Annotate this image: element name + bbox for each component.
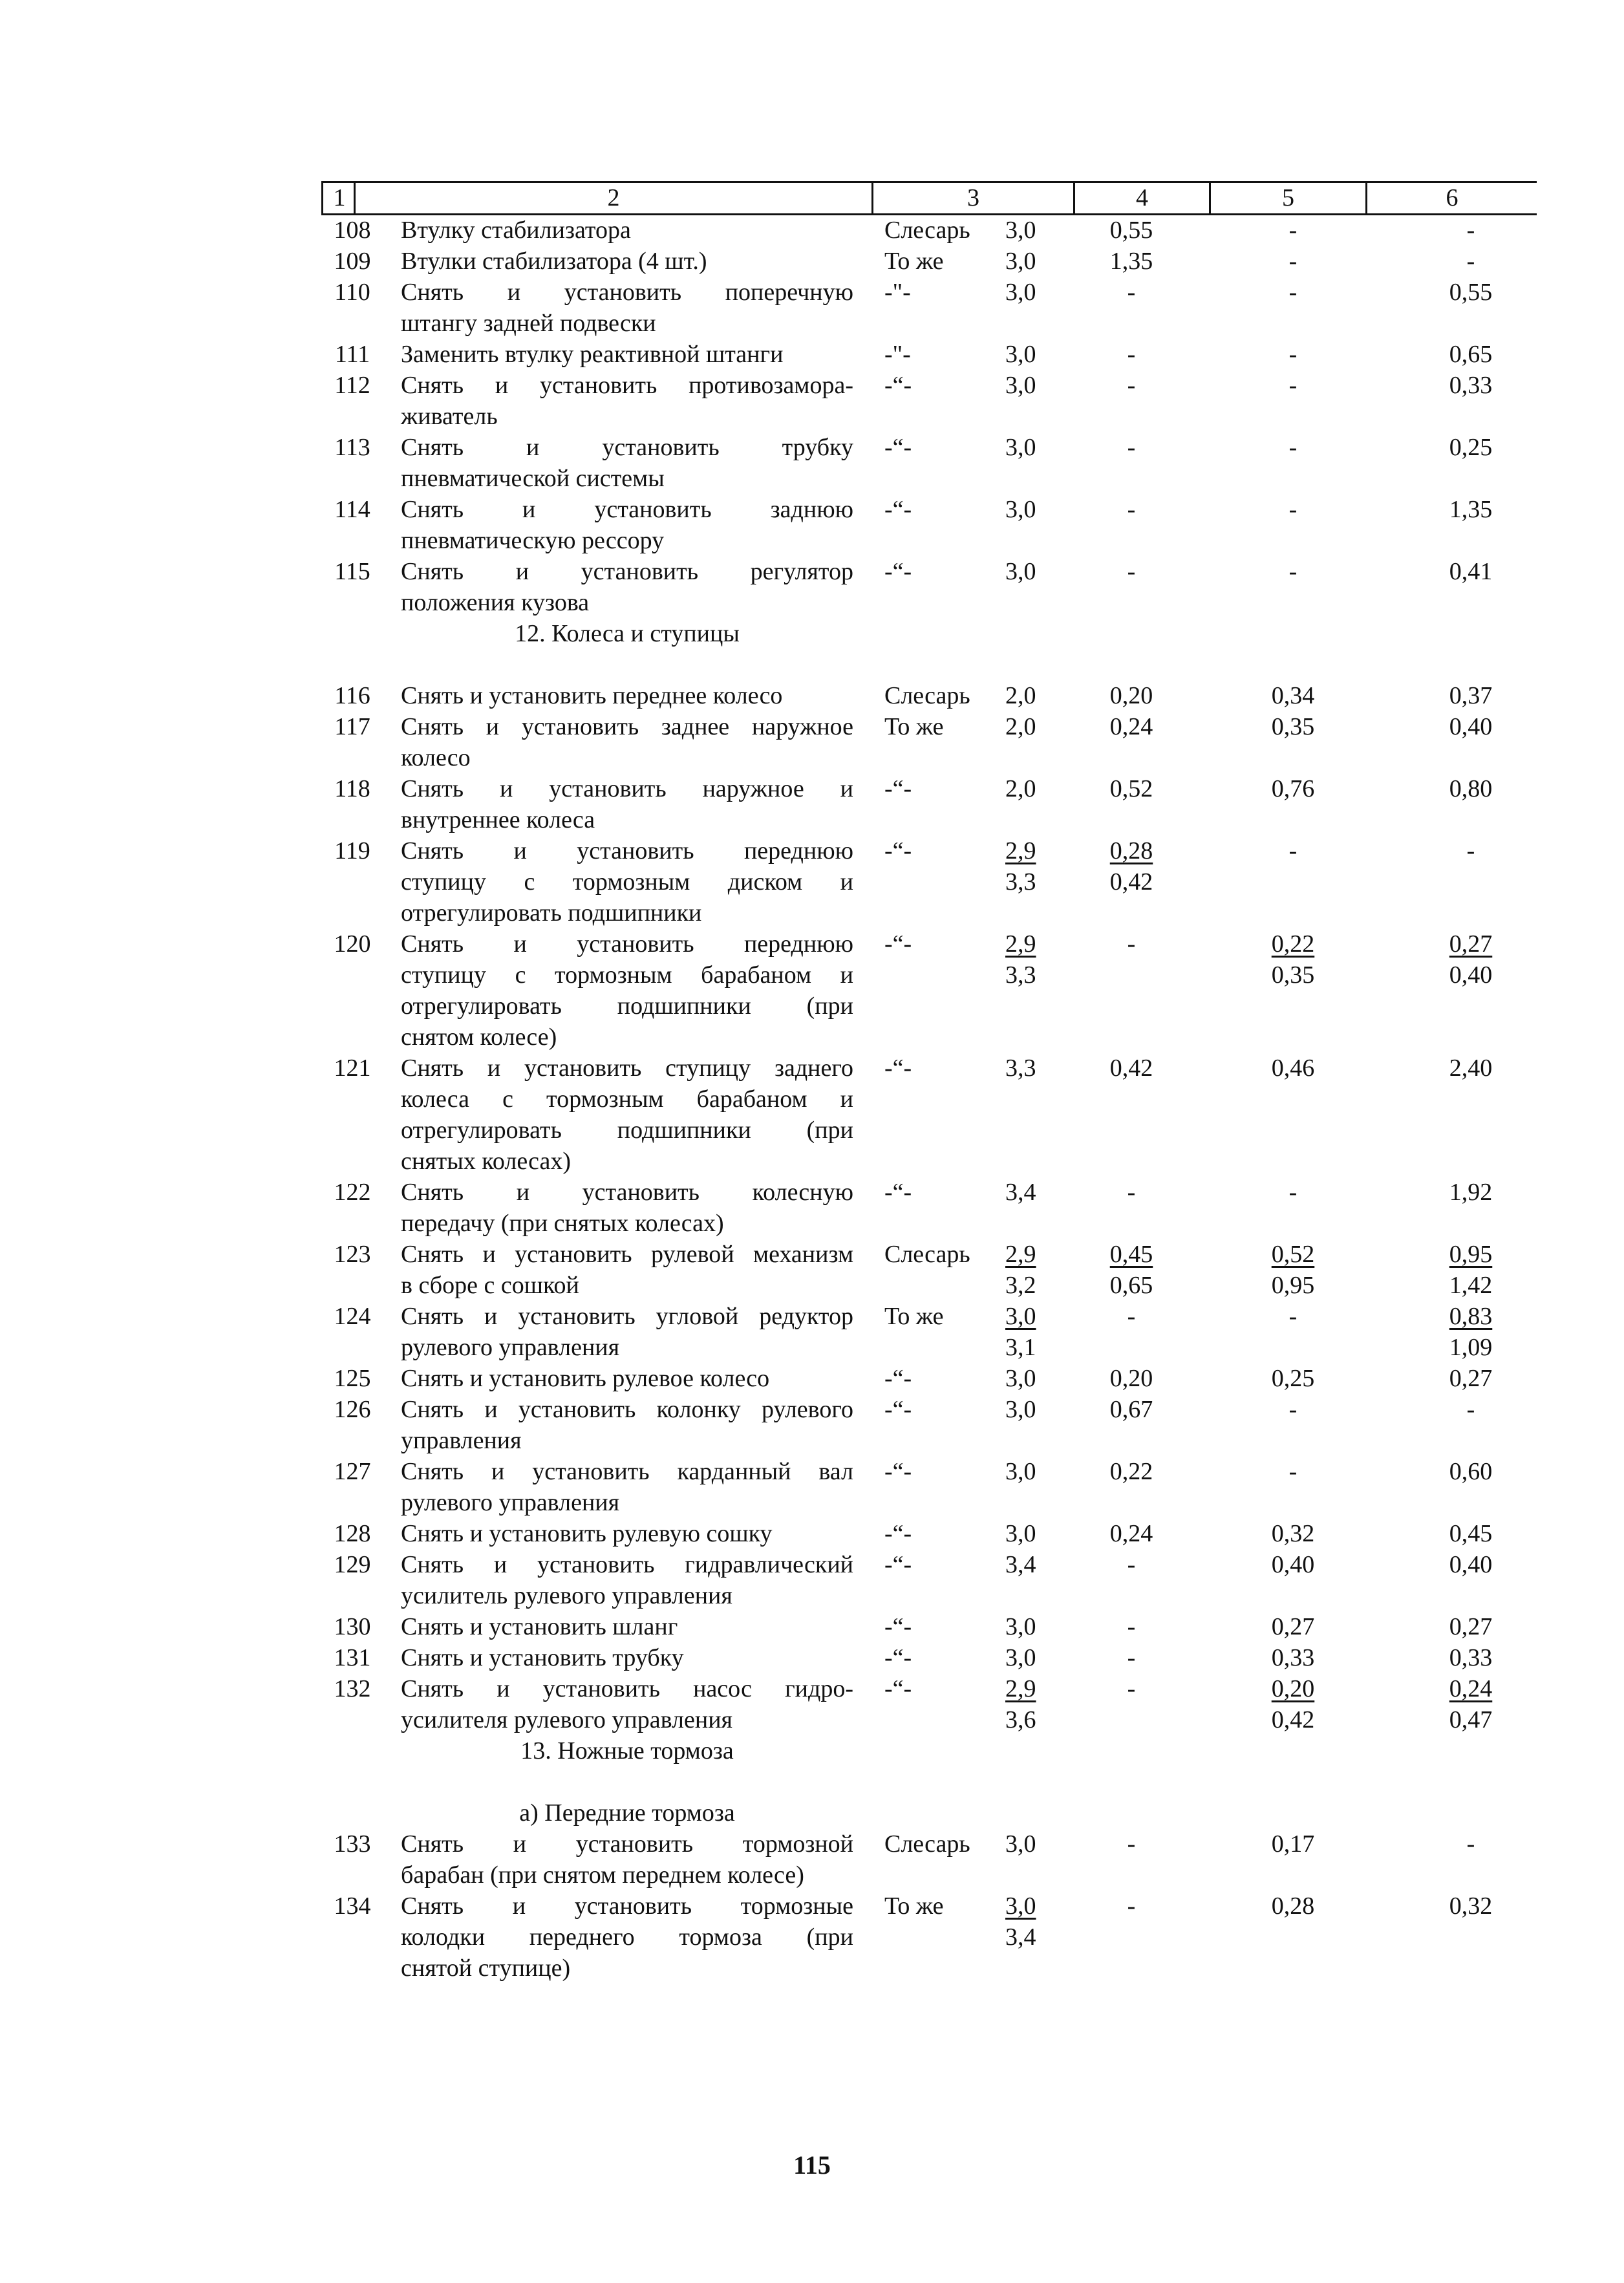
value-c6: 0,40 (1449, 961, 1493, 989)
performer-cell: -“- (884, 372, 912, 399)
row-number: 130 (334, 1613, 371, 1640)
value-grade: 3,3 (1005, 961, 1036, 989)
value-c5: 0,33 (1271, 1644, 1315, 1671)
value-c4: - (1127, 930, 1136, 958)
header-cell-1: 1 (333, 184, 346, 211)
operation-text: внутреннее колеса (401, 806, 595, 833)
value-c4: - (1127, 1892, 1136, 1920)
operation-text: колодки переднего тормоза (при (401, 1924, 853, 1951)
value-grade: 3,4 (1005, 1551, 1036, 1578)
performer-cell: -“- (884, 1458, 912, 1485)
operation-text: ступицу с тормозным барабаном и (401, 961, 853, 989)
operation-text: снятом колесе) (401, 1024, 557, 1051)
value-c5: - (1288, 1396, 1298, 1423)
performer-cell: -“- (884, 1520, 912, 1547)
value-c5: 0,22 (1271, 930, 1315, 958)
performer-cell: Слесарь (884, 217, 970, 244)
value-c5: - (1288, 279, 1298, 306)
performer-cell: -“- (884, 775, 912, 802)
value-c5: 0,27 (1271, 1613, 1315, 1640)
operation-text: Втулку стабилизатора (401, 217, 631, 244)
value-c5: - (1288, 1458, 1298, 1485)
value-c4: 1,35 (1109, 248, 1153, 275)
value-c6: 0,37 (1449, 682, 1493, 709)
value-c4: - (1127, 1830, 1136, 1858)
value-c6: - (1466, 248, 1475, 275)
operation-text: Снять и установить регулятор (401, 558, 853, 585)
operation-text: колесо (401, 744, 471, 771)
value-grade: 3,0 (1005, 1520, 1036, 1547)
performer-cell: То же (884, 1892, 944, 1920)
header-cell-4: 4 (1136, 184, 1148, 211)
performer-cell: -“- (884, 558, 912, 585)
operation-text: Снять и установить заднюю (401, 496, 853, 523)
value-grade: 3,6 (1005, 1706, 1036, 1733)
value-grade: 2,9 (1005, 1241, 1036, 1268)
value-c6: 1,42 (1449, 1272, 1493, 1299)
value-c6: 0,27 (1449, 1365, 1493, 1392)
value-c5: - (1288, 434, 1298, 461)
row-number: 127 (334, 1458, 371, 1485)
row-number: 108 (334, 217, 371, 244)
value-c4: 0,20 (1109, 1365, 1153, 1392)
value-grade: 3,1 (1005, 1334, 1036, 1361)
value-c6: 0,45 (1449, 1520, 1493, 1547)
value-c4: 0,24 (1109, 1520, 1153, 1547)
operation-text: Снять и установить переднее колесо (401, 682, 783, 709)
value-grade: 3,0 (1005, 1830, 1036, 1858)
operation-text: снятых колесах) (401, 1148, 571, 1175)
value-grade: 3,0 (1005, 372, 1036, 399)
section-heading: 13. Ножные тормоза (520, 1737, 734, 1764)
performer-cell: -“- (884, 1179, 912, 1206)
row-number: 116 (334, 682, 370, 709)
operation-text: Снять и установить переднюю (401, 837, 853, 864)
performer-cell: -“- (884, 1055, 912, 1082)
value-c6: - (1466, 1830, 1475, 1858)
performer-cell: -“- (884, 1396, 912, 1423)
value-c4: 0,20 (1109, 682, 1153, 709)
value-c4: - (1127, 1675, 1136, 1702)
value-c4: - (1127, 434, 1136, 461)
value-c5: 0,20 (1271, 1675, 1315, 1702)
value-c5: - (1288, 248, 1298, 275)
performer-cell: -"- (884, 341, 911, 368)
value-c6: 1,09 (1449, 1334, 1493, 1361)
performer-cell: -“- (884, 1644, 912, 1671)
value-c6: 0,41 (1449, 558, 1493, 585)
value-c5: 0,52 (1271, 1241, 1315, 1268)
value-grade: 3,0 (1005, 248, 1036, 275)
row-number: 133 (334, 1830, 371, 1858)
operation-text: управления (401, 1427, 522, 1454)
operation-text: Снять и установить рулевое колесо (401, 1365, 770, 1392)
header-cell-6: 6 (1446, 184, 1458, 211)
value-c6: 0,47 (1449, 1706, 1493, 1733)
operation-text: Снять и установить рулевой механизм (401, 1241, 853, 1268)
value-grade: 3,0 (1005, 217, 1036, 244)
performer-cell: -“- (884, 1365, 912, 1392)
value-c5: 0,95 (1271, 1272, 1315, 1299)
performer-cell: -“- (884, 930, 912, 958)
value-c5: 0,25 (1271, 1365, 1315, 1392)
value-c6: 0,55 (1449, 279, 1493, 306)
operation-text: штангу задней подвески (401, 310, 656, 337)
value-c4: 0,45 (1109, 1241, 1153, 1268)
row-number: 129 (334, 1551, 371, 1578)
value-c6: 0,60 (1449, 1458, 1493, 1485)
value-c5: - (1288, 372, 1298, 399)
operation-text: Снять и установить колонку рулевого (401, 1396, 853, 1423)
operation-text: Снять и установить трубку (401, 434, 853, 461)
row-number: 109 (334, 248, 371, 275)
operation-text: Снять и установить колесную (401, 1179, 853, 1206)
value-grade: 3,0 (1005, 1396, 1036, 1423)
value-c5: - (1288, 1303, 1298, 1330)
value-c4: 0,42 (1109, 868, 1153, 895)
value-grade: 3,0 (1005, 496, 1036, 523)
row-number: 112 (334, 372, 370, 399)
row-number: 121 (334, 1055, 371, 1082)
value-grade: 3,4 (1005, 1924, 1036, 1951)
performer-cell: -“- (884, 1675, 912, 1702)
row-number: 113 (334, 434, 370, 461)
value-c6: - (1466, 217, 1475, 244)
operation-text: барабан (при снятом переднем колесе) (401, 1861, 804, 1889)
operation-text: Снять и установить наружное и (401, 775, 853, 802)
value-c6: 0,25 (1449, 434, 1493, 461)
row-number: 115 (334, 558, 370, 585)
value-c6: 0,27 (1449, 1613, 1493, 1640)
value-c4: - (1127, 372, 1136, 399)
value-c4: 0,55 (1109, 217, 1153, 244)
section-heading: 12. Колеса и ступицы (515, 620, 740, 647)
value-c4: 0,67 (1109, 1396, 1153, 1423)
performer-cell: -“- (884, 1613, 912, 1640)
operation-text: положения кузова (401, 589, 590, 616)
operation-text: отрегулировать подшипники (при (401, 1117, 853, 1144)
operation-text: Снять и установить ступицу заднего (401, 1055, 853, 1082)
value-c4: - (1127, 1179, 1136, 1206)
value-c6: 0,83 (1449, 1303, 1493, 1330)
operation-text: Снять и установить заднее наружное (401, 713, 853, 740)
row-number: 125 (334, 1365, 371, 1392)
value-c6: 0,65 (1449, 341, 1493, 368)
row-number: 110 (334, 279, 370, 306)
value-c6: 0,40 (1449, 1551, 1493, 1578)
value-grade: 3,0 (1005, 434, 1036, 461)
operation-text: Заменить втулку реактивной штанги (401, 341, 784, 368)
value-c6: 0,80 (1449, 775, 1493, 802)
value-c4: 0,65 (1109, 1272, 1153, 1299)
value-c4: - (1127, 1644, 1136, 1671)
value-c6: 2,40 (1449, 1055, 1493, 1082)
value-grade: 2,0 (1005, 682, 1036, 709)
operation-text: Снять и установить трубку (401, 1644, 684, 1671)
value-c6: 1,35 (1449, 496, 1493, 523)
value-grade: 3,3 (1005, 868, 1036, 895)
value-grade: 3,0 (1005, 1365, 1036, 1392)
value-c4: 0,28 (1109, 837, 1153, 864)
value-grade: 2,0 (1005, 775, 1036, 802)
value-c5: 0,35 (1271, 713, 1315, 740)
row-number: 114 (334, 496, 370, 523)
row-number: 120 (334, 930, 371, 958)
value-c4: - (1127, 279, 1136, 306)
operation-text: Снять и установить рулевую сошку (401, 1520, 773, 1547)
performer-cell: -“- (884, 837, 912, 864)
operation-text: отрегулировать подшипники (при (401, 992, 853, 1020)
operation-text: отрегулировать подшипники (401, 899, 702, 927)
operation-text: колеса с тормозным барабаном и (401, 1086, 853, 1113)
operation-text: в сборе с сошкой (401, 1272, 579, 1299)
value-c5: 0,35 (1271, 961, 1315, 989)
value-c5: - (1288, 496, 1298, 523)
value-c6: 0,33 (1449, 1644, 1493, 1671)
row-number: 117 (334, 713, 370, 740)
value-grade: 2,9 (1005, 1675, 1036, 1702)
operation-text: пневматическую рессору (401, 527, 665, 554)
operation-text: Снять и установить тормозные (401, 1892, 853, 1920)
value-c5: 0,46 (1271, 1055, 1315, 1082)
operation-text: Снять и установить противозамора- (401, 372, 853, 399)
value-c5: 0,32 (1271, 1520, 1315, 1547)
operation-text: Снять и установить поперечную (401, 279, 853, 306)
page-number: 115 (793, 2150, 831, 2180)
operation-text: Снять и установить шланг (401, 1613, 678, 1640)
performer-cell: -“- (884, 496, 912, 523)
row-number: 134 (334, 1892, 371, 1920)
value-c6: 1,92 (1449, 1179, 1493, 1206)
value-grade: 3,2 (1005, 1272, 1036, 1299)
operation-text: Снять и установить насос гидро- (401, 1675, 853, 1702)
value-grade: 3,4 (1005, 1179, 1036, 1206)
performer-cell: -“- (884, 1551, 912, 1578)
value-grade: 3,0 (1005, 1644, 1036, 1671)
performer-cell: То же (884, 713, 944, 740)
operation-text: усилителя рулевого управления (401, 1706, 733, 1733)
row-number: 126 (334, 1396, 371, 1423)
value-grade: 3,0 (1005, 341, 1036, 368)
value-grade: 3,0 (1005, 279, 1036, 306)
value-c6: - (1466, 837, 1475, 864)
value-grade: 3,0 (1005, 1892, 1036, 1920)
value-c4: - (1127, 1613, 1136, 1640)
value-grade: 3,0 (1005, 558, 1036, 585)
value-c6: 0,40 (1449, 713, 1493, 740)
row-number: 111 (334, 341, 370, 368)
value-grade: 2,9 (1005, 930, 1036, 958)
performer-cell: Слесарь (884, 682, 970, 709)
value-c5: 0,42 (1271, 1706, 1315, 1733)
value-grade: 3,0 (1005, 1303, 1036, 1330)
value-c4: 0,24 (1109, 713, 1153, 740)
operation-text: Снять и установить угловой редуктор (401, 1303, 853, 1330)
value-c5: 0,76 (1271, 775, 1315, 802)
row-number: 124 (334, 1303, 371, 1330)
performer-cell: То же (884, 1303, 944, 1330)
row-number: 123 (334, 1241, 371, 1268)
value-c4: - (1127, 1551, 1136, 1578)
value-c4: 0,52 (1109, 775, 1153, 802)
operation-text: рулевого управления (401, 1489, 620, 1516)
value-c6: - (1466, 1396, 1475, 1423)
value-c4: 0,22 (1109, 1458, 1153, 1485)
row-number: 122 (334, 1179, 371, 1206)
value-c6: 0,32 (1449, 1892, 1493, 1920)
operation-text: усилитель рулевого управления (401, 1582, 732, 1609)
value-c5: - (1288, 558, 1298, 585)
value-c6: 0,24 (1449, 1675, 1493, 1702)
operation-text: рулевого управления (401, 1334, 620, 1361)
row-number: 119 (334, 837, 370, 864)
operation-text: Снять и установить карданный вал (401, 1458, 853, 1485)
performer-cell: Слесарь (884, 1830, 970, 1858)
value-c4: 0,42 (1109, 1055, 1153, 1082)
value-c4: - (1127, 496, 1136, 523)
header-cell-2: 2 (607, 184, 620, 211)
header-cell-3: 3 (967, 184, 979, 211)
header-cell-5: 5 (1282, 184, 1294, 211)
performer-cell: То же (884, 248, 944, 275)
value-c6: 0,27 (1449, 930, 1493, 958)
operation-text: Снять и установить гидравлический (401, 1551, 853, 1578)
row-number: 128 (334, 1520, 371, 1547)
row-number: 132 (334, 1675, 371, 1702)
value-c4: - (1127, 558, 1136, 585)
operation-text: передачу (при снятых колесах) (401, 1210, 724, 1237)
operation-text: пневматической системы (401, 465, 665, 492)
performer-cell: Слесарь (884, 1241, 970, 1268)
value-c5: - (1288, 1179, 1298, 1206)
value-c5: 0,40 (1271, 1551, 1315, 1578)
value-c5: 0,28 (1271, 1892, 1315, 1920)
value-grade: 2,0 (1005, 713, 1036, 740)
value-c4: - (1127, 1303, 1136, 1330)
row-number: 118 (334, 775, 370, 802)
value-grade: 3,0 (1005, 1613, 1036, 1640)
value-c4: - (1127, 341, 1136, 368)
value-c6: 0,95 (1449, 1241, 1493, 1268)
value-c5: - (1288, 341, 1298, 368)
value-grade: 3,0 (1005, 1458, 1036, 1485)
section-heading: а) Передние тормоза (519, 1799, 735, 1827)
performer-cell: -“- (884, 434, 912, 461)
operation-text: Снять и установить переднюю (401, 930, 853, 958)
value-c5: 0,17 (1271, 1830, 1315, 1858)
value-c6: 0,33 (1449, 372, 1493, 399)
value-c5: 0,34 (1271, 682, 1315, 709)
value-c5: - (1288, 217, 1298, 244)
operation-text: ступицу с тормозным диском и (401, 868, 853, 895)
performer-cell: -"- (884, 279, 911, 306)
operation-text: живатель (401, 403, 498, 430)
value-grade: 2,9 (1005, 837, 1036, 864)
operation-text: снятой ступице) (401, 1955, 571, 1982)
row-number: 131 (334, 1644, 371, 1671)
value-grade: 3,3 (1005, 1055, 1036, 1082)
operation-text: Втулки стабилизатора (4 шт.) (401, 248, 707, 275)
value-c5: - (1288, 837, 1298, 864)
operation-text: Снять и установить тормозной (401, 1830, 853, 1858)
